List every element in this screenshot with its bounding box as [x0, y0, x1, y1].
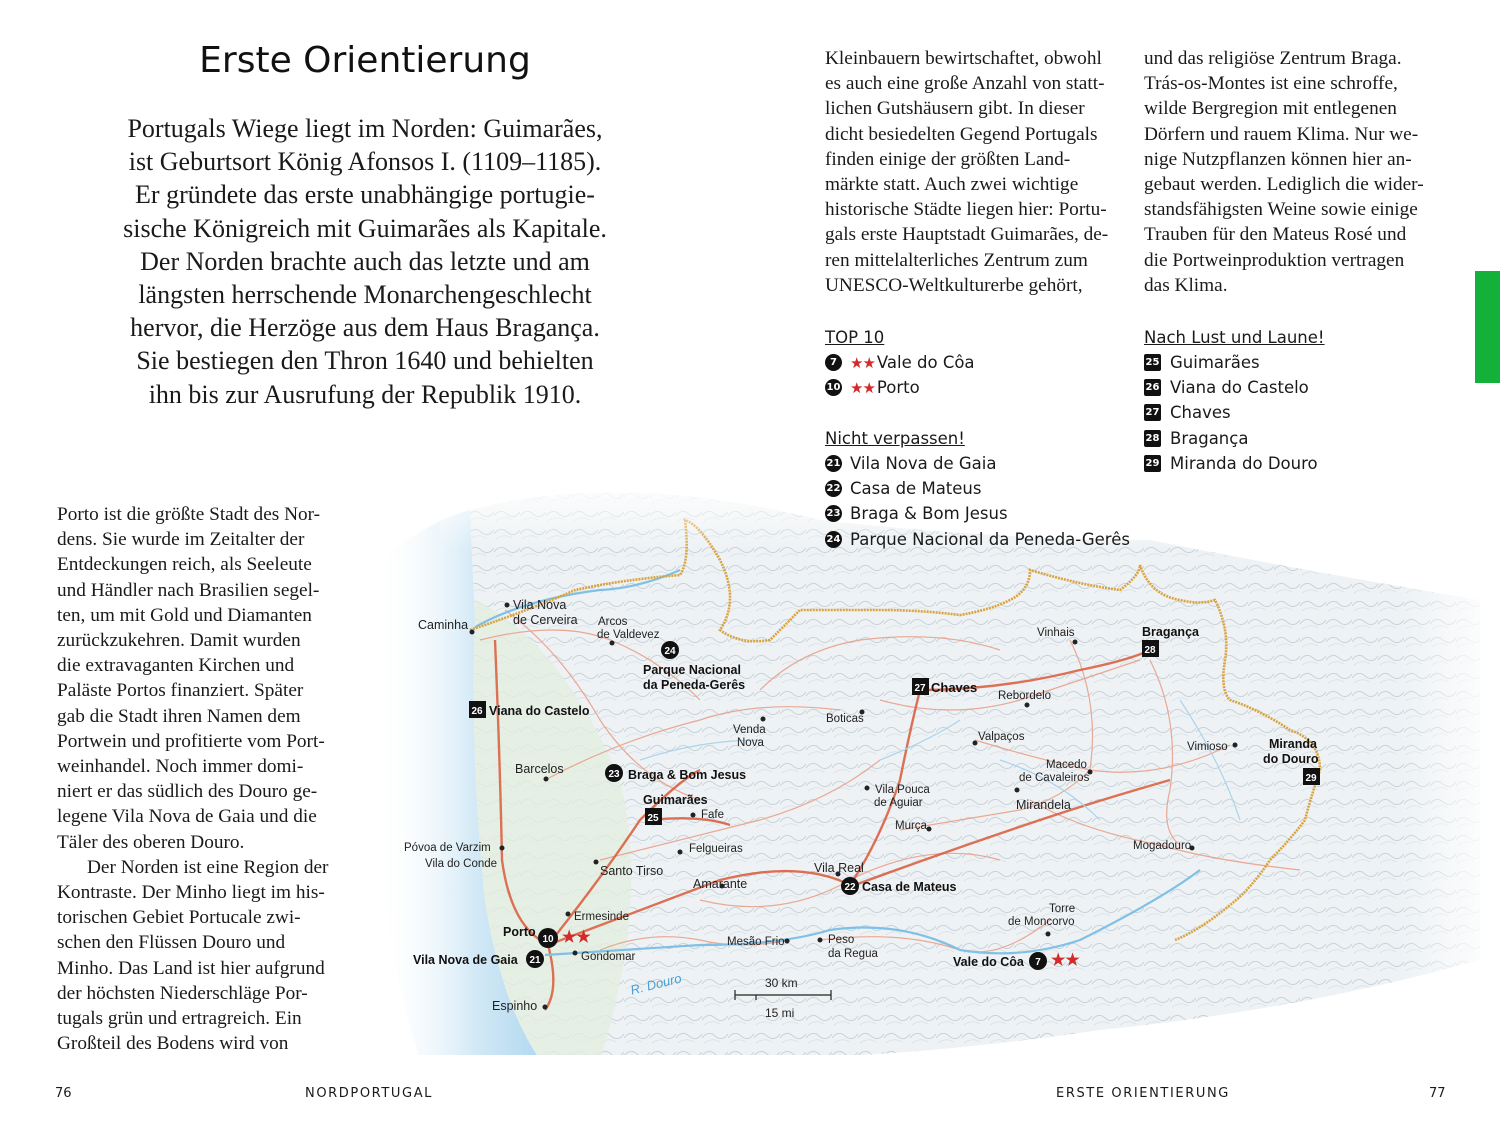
list-item-label: Miranda do Douro: [1170, 453, 1318, 473]
town-mogadouro: Mogadouro: [1133, 840, 1192, 852]
sight-braganca: Bragança: [1142, 625, 1199, 639]
star-rating-icon: ★★: [850, 378, 875, 397]
body-line: lichen Gutshäusern gibt. In dieser: [825, 98, 1085, 120]
town-caminha: Caminha: [418, 618, 469, 632]
list-item: [825, 476, 1130, 501]
body-line: tugals grün und ertragreich. Ein: [57, 1008, 302, 1030]
body-line: zurückzukehren. Damit wurden: [57, 630, 301, 652]
svg-text:25: 25: [647, 813, 659, 824]
svg-text:22: 22: [844, 882, 856, 893]
list-item-label: Viana do Castelo: [1170, 378, 1309, 398]
intro-line: sische Königreich mit Guimarães als Kapitale.: [123, 213, 607, 243]
list-item: [1144, 451, 1318, 476]
list-item: [1144, 375, 1318, 400]
list-item-label: Braga & Bom Jesus: [850, 504, 1008, 524]
town-ermesinde: Ermesinde: [574, 911, 629, 923]
town-felgueiras: Felgueiras: [689, 843, 743, 855]
number-badge: 21: [825, 455, 842, 472]
svg-text:7: 7: [1035, 957, 1041, 968]
sight-porto: Porto: [503, 925, 536, 939]
list-item-label: Vale do Côa: [876, 353, 975, 373]
sight-vale-do-coa: Vale do Côa: [953, 955, 1024, 969]
running-head-right: ERSTE ORIENTIERUNG: [1056, 1086, 1230, 1101]
scale-mi: 15 mi: [765, 1006, 795, 1020]
sight-peneda-geres-1: Parque Nacional: [643, 663, 741, 677]
town-peso: Peso: [828, 934, 855, 946]
list-item: [1144, 400, 1318, 425]
body-line: gals erste Hauptstadt Guimarães, de-: [825, 224, 1109, 246]
svg-text:27: 27: [914, 683, 926, 694]
number-badge: 24: [825, 531, 842, 548]
town-amarante: Amarante: [693, 877, 748, 891]
list-item: [1144, 426, 1318, 451]
svg-text:28: 28: [1144, 645, 1156, 656]
number-badge: 23: [825, 505, 842, 522]
body-line: torischen Gebiet Portucale zwi-: [57, 907, 301, 929]
sight-vila-nova-de-gaia: Vila Nova de Gaia: [413, 953, 518, 967]
body-text-right: [1144, 46, 1444, 298]
intro-line: Der Norden brachte auch das letzte und am: [140, 246, 590, 276]
body-line: und das religiöse Zentrum Braga.: [1144, 48, 1402, 69]
town-de-valdevez: de Valdevez: [597, 629, 660, 641]
sight-peneda-geres-2: da Peneda-Gerês: [643, 678, 746, 692]
number-badge: 7: [825, 354, 842, 371]
body-line: Porto ist die größte Stadt des Nor-: [57, 504, 321, 525]
intro-line: Portugals Wiege liegt im Norden: Guimarães,: [127, 114, 603, 143]
body-line: Paläste Portos finanziert. Später: [57, 680, 304, 702]
body-line: UNESCO-Weltkulturerbe gehört,: [825, 274, 1083, 296]
body-line: schen den Flüssen Douro und: [57, 932, 286, 954]
body-line: Entdeckungen reich, als Seeleute: [57, 554, 312, 576]
number-badge: 22: [825, 480, 842, 497]
body-line: historische Städte liegen hier: Portu-: [825, 199, 1107, 221]
body-line: finden einige der größten Land-: [825, 148, 1071, 170]
intro-line: hervor, die Herzöge aus dem Haus Bragança.: [130, 313, 600, 343]
nicht-verpassen-heading: Nicht verpassen!: [825, 429, 965, 448]
body-line: märkte statt. Auch zwei wichtige: [825, 174, 1079, 196]
town-rebordelo: Rebordelo: [998, 690, 1052, 702]
town-de-aguiar: de Aguiar: [874, 797, 923, 809]
number-badge: 25: [1144, 354, 1161, 371]
intro-line: Sie bestiegen den Thron 1640 und behielten: [136, 346, 594, 376]
body-line: Minho. Das Land ist hier aufgrund: [57, 957, 325, 979]
body-line: ren mittelalterliches Zentrum zum: [825, 249, 1088, 271]
list-item: [825, 451, 1130, 476]
body-text-middle: [825, 46, 1125, 298]
body-line: Kleinbauern bewirtschaftet, obwohl: [825, 48, 1102, 69]
svg-text:29: 29: [1305, 773, 1317, 784]
body-line: Trás-os-Montes ist eine schroffe,: [1144, 73, 1398, 95]
intro-line: ist Geburtsort König Afonsos I. (1109–1185).: [128, 147, 602, 177]
page-title: Erste Orientierung: [199, 40, 531, 81]
body-line: nige Nutzpflanzen können hier an-: [1144, 148, 1412, 170]
list-item-label: Guimarães: [1170, 353, 1260, 373]
town-povoa-de-varzim: Póvoa de Varzim: [404, 842, 491, 854]
town-macedo: Macedo: [1046, 759, 1087, 771]
sight-viana-do-castelo: Viana do Castelo: [489, 704, 590, 718]
list-item-label: Parque Nacional da Peneda-Gerês: [850, 529, 1130, 549]
town-mirandela: Mirandela: [1016, 798, 1071, 812]
star-rating-icon: ★★: [850, 353, 875, 372]
list-item-label: Porto: [876, 378, 920, 398]
body-line: wilde Bergregion mit entlegenen: [1144, 98, 1397, 120]
svg-text:24: 24: [664, 646, 676, 657]
list-item: [825, 375, 975, 400]
body-line: weinhandel. Noch immer domi-: [57, 756, 304, 778]
town-espinho: Espinho: [492, 999, 538, 1013]
body-line: Trauben für den Mateus Rosé und: [1144, 224, 1407, 246]
lust-und-laune-list: [1144, 350, 1318, 476]
body-line: niert er das südlich des Douro ge-: [57, 781, 318, 803]
body-line: Täler des oberen Douro.: [57, 831, 245, 853]
running-head-left: NORDPORTUGAL: [305, 1086, 434, 1101]
list-item-label: Vila Nova de Gaia: [850, 454, 997, 474]
page-number-left: 76: [55, 1086, 72, 1101]
top10-list: [825, 350, 975, 400]
svg-text:★★: ★★: [1051, 952, 1080, 969]
body-line: der höchsten Niederschläge Por-: [57, 982, 308, 1004]
town-gondomar: Gondomar: [581, 951, 636, 963]
town-torre: Torre: [1049, 903, 1076, 915]
town-vila-real: Vila Real: [814, 861, 864, 875]
number-badge: 29: [1144, 455, 1161, 472]
number-badge: 26: [1144, 379, 1161, 396]
body-line: Dörfern und rauem Klima. Nur we-: [1144, 123, 1419, 145]
body-line: dicht besiedelten Gegend Portugals: [825, 123, 1098, 145]
sight-braga: Braga & Bom Jesus: [628, 768, 747, 782]
list-item-label: Chaves: [1170, 403, 1231, 423]
number-badge: 28: [1144, 430, 1161, 447]
svg-text:23: 23: [608, 769, 620, 780]
town-de-cerveira: de Cerveira: [513, 613, 578, 627]
svg-text:21: 21: [529, 955, 541, 966]
number-badge: 10: [825, 379, 842, 396]
sight-guimaraes: Guimarães: [643, 793, 708, 807]
town-valpacos: Valpaços: [978, 731, 1025, 743]
body-line: die Portweinproduktion vertragen: [1144, 249, 1405, 271]
body-line: dens. Sie wurde im Zeitalter der: [57, 529, 305, 551]
list-item: [1144, 350, 1318, 375]
section-tab-marker: [1475, 271, 1500, 383]
body-line: gab die Stadt ihren Namen dem: [57, 705, 301, 727]
town-boticas: Boticas: [826, 713, 864, 725]
town-arcos: Arcos: [598, 616, 628, 628]
page-number-right: 77: [1429, 1086, 1446, 1101]
town-santo-tirso: Santo Tirso: [600, 864, 664, 878]
town-vinhais: Vinhais: [1037, 627, 1075, 639]
body-line: Großteil des Bodens wird von: [57, 1033, 289, 1055]
body-line: gebaut werden. Lediglich die wider-: [1144, 174, 1424, 196]
body-line: und Händler nach Brasilien segel-: [57, 579, 320, 601]
number-badge: 27: [1144, 404, 1161, 421]
body-line: Kontraste. Der Minho liegt im his-: [57, 882, 325, 904]
list-item: [825, 527, 1130, 552]
town-vila-do-conde: Vila do Conde: [425, 858, 498, 870]
town-de-cavaleiros: de Cavaleiros: [1019, 772, 1090, 784]
intro-line: ihn bis zur Ausrufung der Republik 1910.: [148, 379, 582, 409]
town-de-moncorvo: de Moncorvo: [1008, 916, 1075, 928]
list-item-label: Bragança: [1170, 428, 1249, 448]
town-vila-nova: Vila Nova: [513, 598, 567, 612]
intro-line: Er gründete das erste unabhängige portugie-: [135, 180, 595, 210]
sight-miranda-1: Miranda: [1269, 737, 1317, 751]
list-item-label: Casa de Mateus: [850, 479, 982, 499]
body-line: es auch eine große Anzahl von statt-: [825, 73, 1105, 95]
body-line: legene Vila Nova de Gaia und die: [57, 806, 317, 828]
town-vila-pouca: Vila Pouca: [875, 784, 930, 796]
intro-line: längsten herrschende Monarchengeschlecht: [138, 280, 592, 310]
town-mesao-frio: Mesão Frio: [727, 936, 785, 948]
list-item: [825, 350, 975, 375]
body-text-left: [57, 502, 357, 1056]
sight-chaves: Chaves: [931, 680, 978, 695]
town-nova: Nova: [737, 737, 764, 749]
body-line: Der Norden ist eine Region der: [87, 856, 329, 878]
list-item: [825, 501, 1130, 526]
top10-heading: TOP 10: [825, 328, 885, 347]
town-da-regua: da Regua: [828, 948, 878, 960]
town-murca: Murça: [895, 820, 927, 832]
town-venda: Venda: [733, 724, 766, 736]
svg-text:★★: ★★: [562, 929, 591, 946]
river-douro-label: R. Douro: [628, 970, 684, 998]
sight-casa-de-mateus: Casa de Mateus: [862, 880, 957, 894]
town-barcelos: Barcelos: [515, 762, 564, 776]
body-line: das Klima.: [1144, 274, 1228, 296]
body-line: die extravaganten Kirchen und: [57, 655, 295, 677]
body-line: ten, um mit Gold und Diamanten: [57, 604, 312, 626]
town-vimioso: Vimioso: [1187, 741, 1228, 753]
lust-und-laune-heading: Nach Lust und Laune!: [1144, 328, 1325, 347]
intro-paragraph: [110, 112, 620, 411]
svg-text:10: 10: [542, 934, 554, 945]
svg-text:26: 26: [471, 706, 483, 717]
nicht-verpassen-list: [825, 451, 1130, 552]
town-fafe: Fafe: [701, 809, 725, 821]
body-line: Portwein und profitierte vom Port-: [57, 730, 325, 752]
scale-km: 30 km: [765, 976, 798, 990]
body-line: standsfähigsten Weine sowie einige: [1144, 199, 1418, 221]
sight-miranda-2: do Douro: [1263, 752, 1319, 766]
